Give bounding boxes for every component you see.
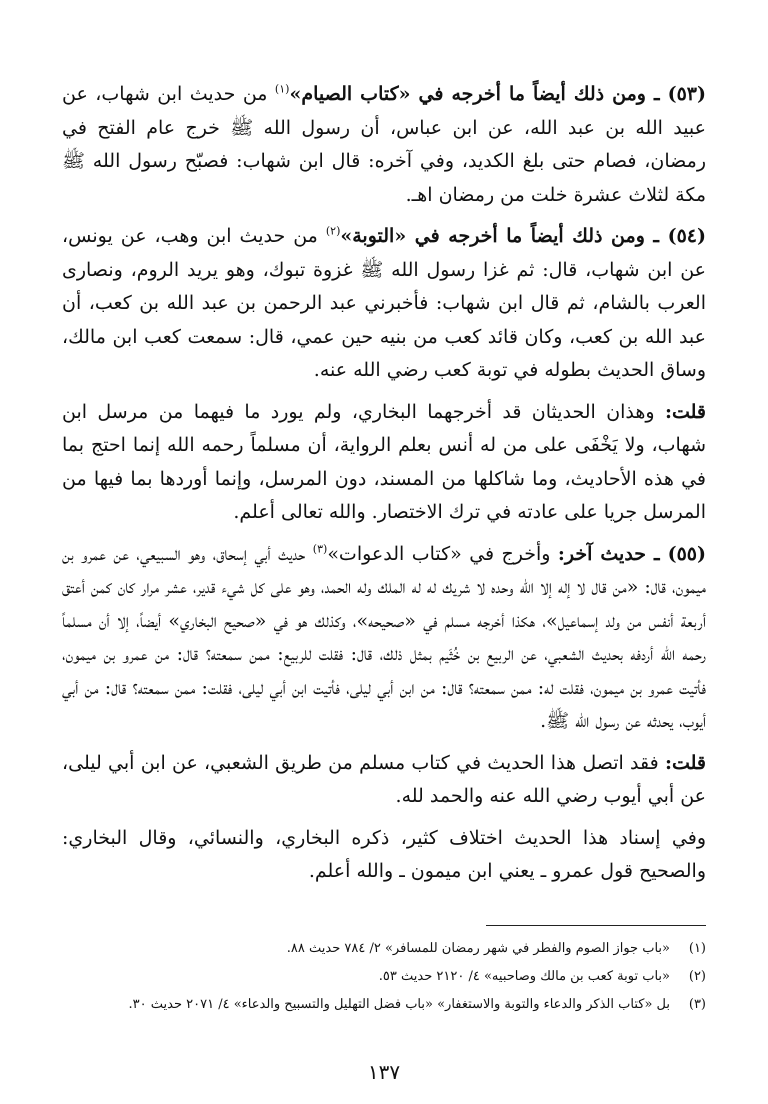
- main-text: [62, 78, 706, 897]
- footnote-number: (١): [688, 941, 706, 956]
- footnote-2: [62, 963, 706, 991]
- paragraph-note-1: [62, 396, 706, 530]
- paragraph-body: من حديث ابن شهاب، عن عبيد الله بن عبد الله، عن ابن عباس، أن رسول الله ﷺ خرج عام الفتح في رمضان، فصام حتى بلغ الكديد، وفي آخره: قال ابن شهاب: فصبّح رسول الله ﷺ مكة لثلاث عشرة خلت من رمضان اهـ.: [62, 83, 706, 206]
- footnote-list: [62, 935, 706, 1019]
- paragraph-53: [62, 78, 706, 212]
- paragraph-body: وفي إسناد هذا الحديث اختلاف كثير، ذكره البخاري، والنسائي، وقال البخاري: والصحيح قول عمرو ـ يعني ابن ميمون ـ والله أعلم.: [62, 826, 706, 882]
- paragraph-body: وهذان الحديثان قد أخرجهما البخاري، ولم يورد ما فيهما من مرسل ابن شهاب، ولا يَخْفَى على من له أنس بعلم الرواية، أن مسلماً رحمه الله إنما احتج بما في هذه الأحاديث، وما شاكلها من المسند، دون المرسل، وإنما أوردها بما فيها من المرسل جريا على عادته في ترك الاختصار. والله تعالى أعلم.: [62, 400, 706, 523]
- footnote-text: «باب توبة كعب بن مالك وصاحبيه» ٤/ ٢١٢٠ حديث ٥٣.: [378, 969, 670, 984]
- paragraph-body: وأخرج في «كتاب الدعوات»: [327, 542, 558, 565]
- page-number: ١٣٧: [367, 1060, 401, 1084]
- footnote-ref: (٣): [312, 542, 328, 556]
- hadith-heading: (٥٤) ـ ومن ذلك أيضاً ما أخرجه في «التوبة»: [340, 225, 706, 247]
- paragraph-note-2: [62, 747, 706, 814]
- note-label: قلت:: [664, 751, 706, 774]
- hadith-heading: (٥٣) ـ ومن ذلك أيضاً ما أخرجه في «كتاب الصيام»: [289, 83, 706, 105]
- footnote-text: «باب جواز الصوم والفطر في شهر رمضان للمسافر» ٢/ ٧٨٤ حديث ٨٨.: [286, 941, 670, 956]
- paragraph-isnad: [62, 822, 706, 889]
- footnote-text: بل «كتاب الذكر والدعاء والتوبة والاستغفار» «باب فضل التهليل والتسبيح والدعاء» ٤/ ٢٠٧١ حديث ٣٠.: [128, 997, 670, 1012]
- paragraph-55: [62, 538, 706, 739]
- note-label: قلت:: [664, 400, 706, 423]
- footnote-number: (٢): [688, 969, 706, 984]
- footnote-1: [62, 935, 706, 963]
- footnote-ref: (١): [274, 82, 290, 96]
- paragraph-body: من حديث ابن وهب، عن يونس، عن ابن شهاب، قال: ثم غزا رسول الله ﷺ غزوة تبوك، وهو يريد الروم، ونصارى العرب بالشام، ثم قال ابن شهاب: فأخبرني عبد الرحمن بن عبد الله بن كعب، أن عبد الله بن كعب، وكان قائد كعب من بنيه حين عمي، قال: سمعت كعب ابن مالك، وساق الحديث بطوله في توبة كعب رضي الله عنه.: [62, 225, 706, 381]
- paragraph-54: [62, 220, 706, 388]
- footnote-number: (٣): [688, 997, 706, 1012]
- paragraph-body: فقد اتصل هذا الحديث في كتاب مسلم من طريق الشعبي، عن ابن أبي ليلى، عن أبي أيوب رضي الله عنه والحمد لله.: [62, 751, 706, 807]
- footnote-3: [62, 991, 706, 1019]
- hadith-heading: (٥٥) ـ حديث آخر:: [557, 542, 706, 565]
- footnote-divider: [486, 925, 706, 926]
- footnote-ref: (٢): [325, 224, 341, 238]
- paragraph-body: حديث أبي إسحاق، وهو السبيعي، عن عمرو بن ميمون، قال: «من قال لا إله إلا الله وحده لا شريك له له الملك وله الحمد، وهو على كل شيء قدير، عشر مرار كان كمن أعتق أربعة أنفس من ولد إسماعيل»، هكذا أخرجه مسلم في «صحيحه»، وكذلك هو في «صحيح البخاري» أيضاً، إلا أن مسلماً رحمه الله أردفه بحديث الشعبي، عن الربيع بن خُثَيم بمثل ذلك، قال: فقلت للربيع: ممن سمعته؟ قال: من عمرو بن ميمون، فأتيت عمرو بن ميمون، فقلت له: ممن سمعته؟ قال: من ابن أبي ليلى، فأتيت ابن أبي ليلى، فقلت: ممن سمعته؟ قال: من أبي أيوب، يحدثه عن رسول الله ﷺ.: [62, 542, 706, 732]
